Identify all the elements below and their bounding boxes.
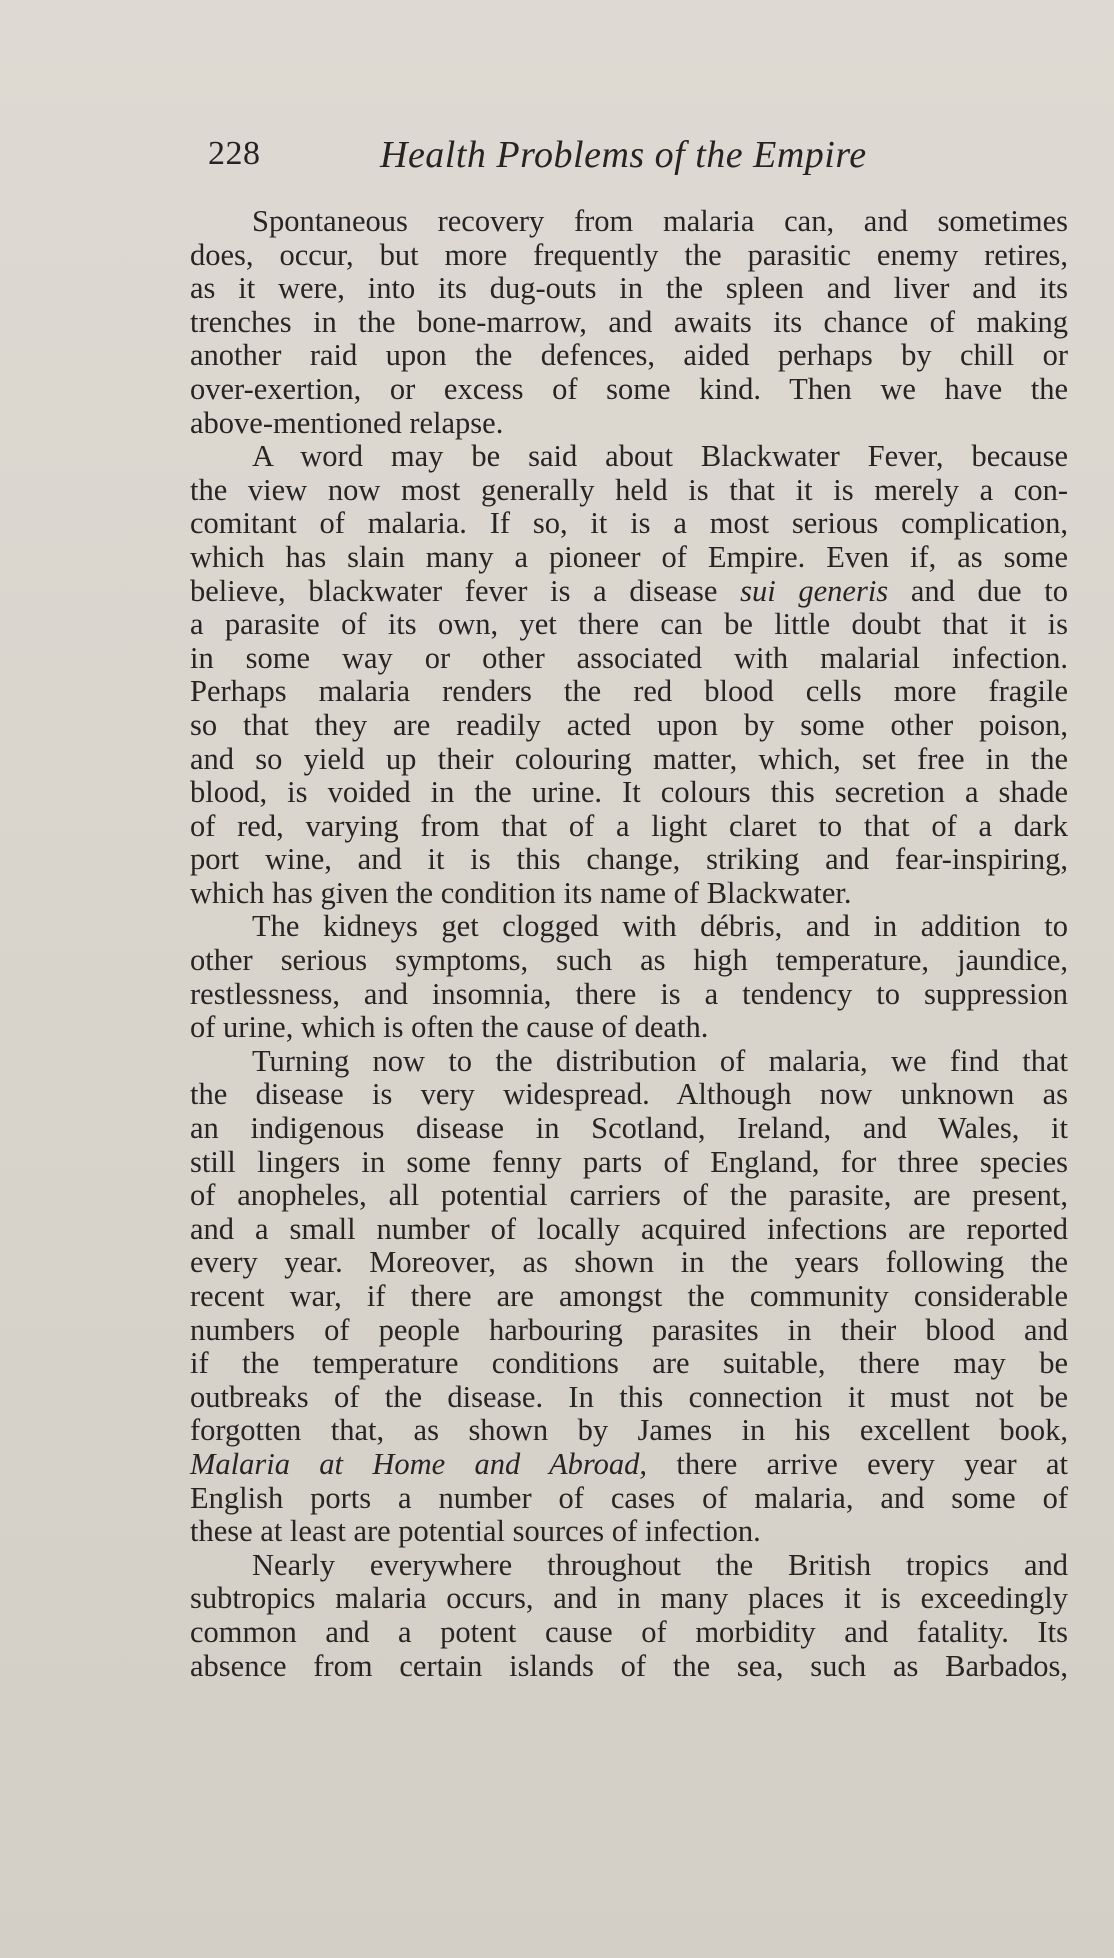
text-segment: there arrive every year at bbox=[647, 1446, 1069, 1481]
book-title: Malaria at Home and Abroad, bbox=[190, 1446, 648, 1481]
text-segment: believe, blackwater fever is a disease bbox=[190, 573, 741, 608]
text-line: subtropics malaria occurs, and in many places it is exceedingly bbox=[190, 1581, 1068, 1616]
text-line: other serious symptoms, such as high temperature, jaundice, bbox=[190, 943, 1068, 978]
text-line: outbreaks of the disease. In this connection it must not be bbox=[190, 1379, 1068, 1414]
text-line: Perhaps malaria renders the red blood cells more fragile bbox=[190, 674, 1068, 709]
text-line: port wine, and it is this change, striking and fear-inspiring, bbox=[190, 842, 1068, 877]
text-line: English ports a number of cases of malaria, and some of bbox=[190, 1480, 1068, 1515]
text-line: above-mentioned relapse. bbox=[190, 405, 504, 440]
text-line: absence from certain islands of the sea, such as Barbados, bbox=[190, 1648, 1068, 1683]
text-segment: and due to bbox=[888, 573, 1068, 608]
paragraph-1 bbox=[190, 205, 1068, 440]
paragraph-5 bbox=[190, 1549, 1068, 1683]
text-line: comitant of malaria. If so, it is a most serious complication, bbox=[190, 506, 1068, 541]
text-line: still lingers in some fenny parts of England, for three species bbox=[190, 1144, 1068, 1179]
text-line: blood, is voided in the urine. It colours this secretion a shade bbox=[190, 775, 1068, 810]
page-header bbox=[208, 133, 948, 193]
text-line: as it were, into its dug-outs in the spleen and liver and its bbox=[190, 271, 1068, 306]
text-line: of anopheles, all potential carriers of the parasite, are present, bbox=[190, 1178, 1068, 1213]
text-line: Spontaneous recovery from malaria can, and sometimes bbox=[252, 204, 1068, 238]
italic-phrase: sui generis bbox=[740, 573, 889, 608]
paragraph-2 bbox=[190, 440, 1068, 910]
text-line: of urine, which is often the cause of death. bbox=[190, 1010, 709, 1045]
text-line: numbers of people harbouring parasites in their blood and bbox=[190, 1312, 1068, 1347]
text-line: which has given the condition its name of Blackwater. bbox=[190, 875, 852, 910]
text-line: so that they are readily acted upon by some other poison, bbox=[190, 707, 1068, 742]
text-line: an indigenous disease in Scotland, Ireland, and Wales, it bbox=[190, 1111, 1068, 1146]
text-line: and so yield up their colouring matter, which, set free in the bbox=[190, 741, 1068, 776]
paragraph-4 bbox=[190, 1045, 1068, 1549]
text-line: if the temperature conditions are suitable, there may be bbox=[190, 1346, 1068, 1381]
text-line: trenches in the bone-marrow, and awaits its chance of making bbox=[190, 304, 1068, 339]
text-line: of red, varying from that of a light claret to that of a dark bbox=[190, 808, 1068, 843]
body-text bbox=[190, 205, 1068, 1683]
text-line: these at least are potential sources of infection. bbox=[190, 1514, 761, 1549]
text-line: The kidneys get clogged with débris, and in addition to bbox=[252, 909, 1068, 944]
text-line: in some way or other associated with malarial infection. bbox=[190, 640, 1068, 675]
text-line: the disease is very widespread. Although now unknown as bbox=[190, 1077, 1068, 1112]
text-line: and a small number of locally acquired infections are reported bbox=[190, 1211, 1068, 1246]
text-line: which has slain many a pioneer of Empire. Even if, as some bbox=[190, 539, 1068, 574]
text-line: the view now most generally held is that it is merely a con- bbox=[190, 472, 1068, 507]
text-line: a parasite of its own, yet there can be little doubt that it is bbox=[190, 607, 1068, 642]
paragraph-3 bbox=[190, 910, 1068, 1044]
text-line: A word may be said about Blackwater Fever, because bbox=[252, 439, 1068, 474]
text-line: Nearly everywhere throughout the British tropics and bbox=[252, 1547, 1068, 1582]
text-line: every year. Moreover, as shown in the years following the bbox=[190, 1245, 1068, 1280]
text-line: restlessness, and insomnia, there is a tendency to suppression bbox=[190, 976, 1068, 1011]
text-line-with-italic bbox=[190, 575, 1068, 609]
text-line: another raid upon the defences, aided perhaps by chill or bbox=[190, 338, 1068, 373]
page-number: 228 bbox=[208, 135, 261, 172]
text-line: over-exertion, or excess of some kind. Then we have the bbox=[190, 371, 1068, 406]
text-line: common and a potent cause of morbidity and fatality. Its bbox=[190, 1614, 1068, 1649]
text-line: recent war, if there are amongst the community considerable bbox=[190, 1279, 1068, 1313]
text-line: forgotten that, as shown by James in his excellent book, bbox=[190, 1413, 1068, 1448]
text-line: Turning now to the distribution of malaria, we find that bbox=[252, 1043, 1068, 1078]
text-line: does, occur, but more frequently the parasitic enemy retires, bbox=[190, 237, 1068, 272]
running-title: Health Problems of the Empire bbox=[380, 134, 867, 176]
text-line-with-book-title bbox=[190, 1448, 1068, 1482]
